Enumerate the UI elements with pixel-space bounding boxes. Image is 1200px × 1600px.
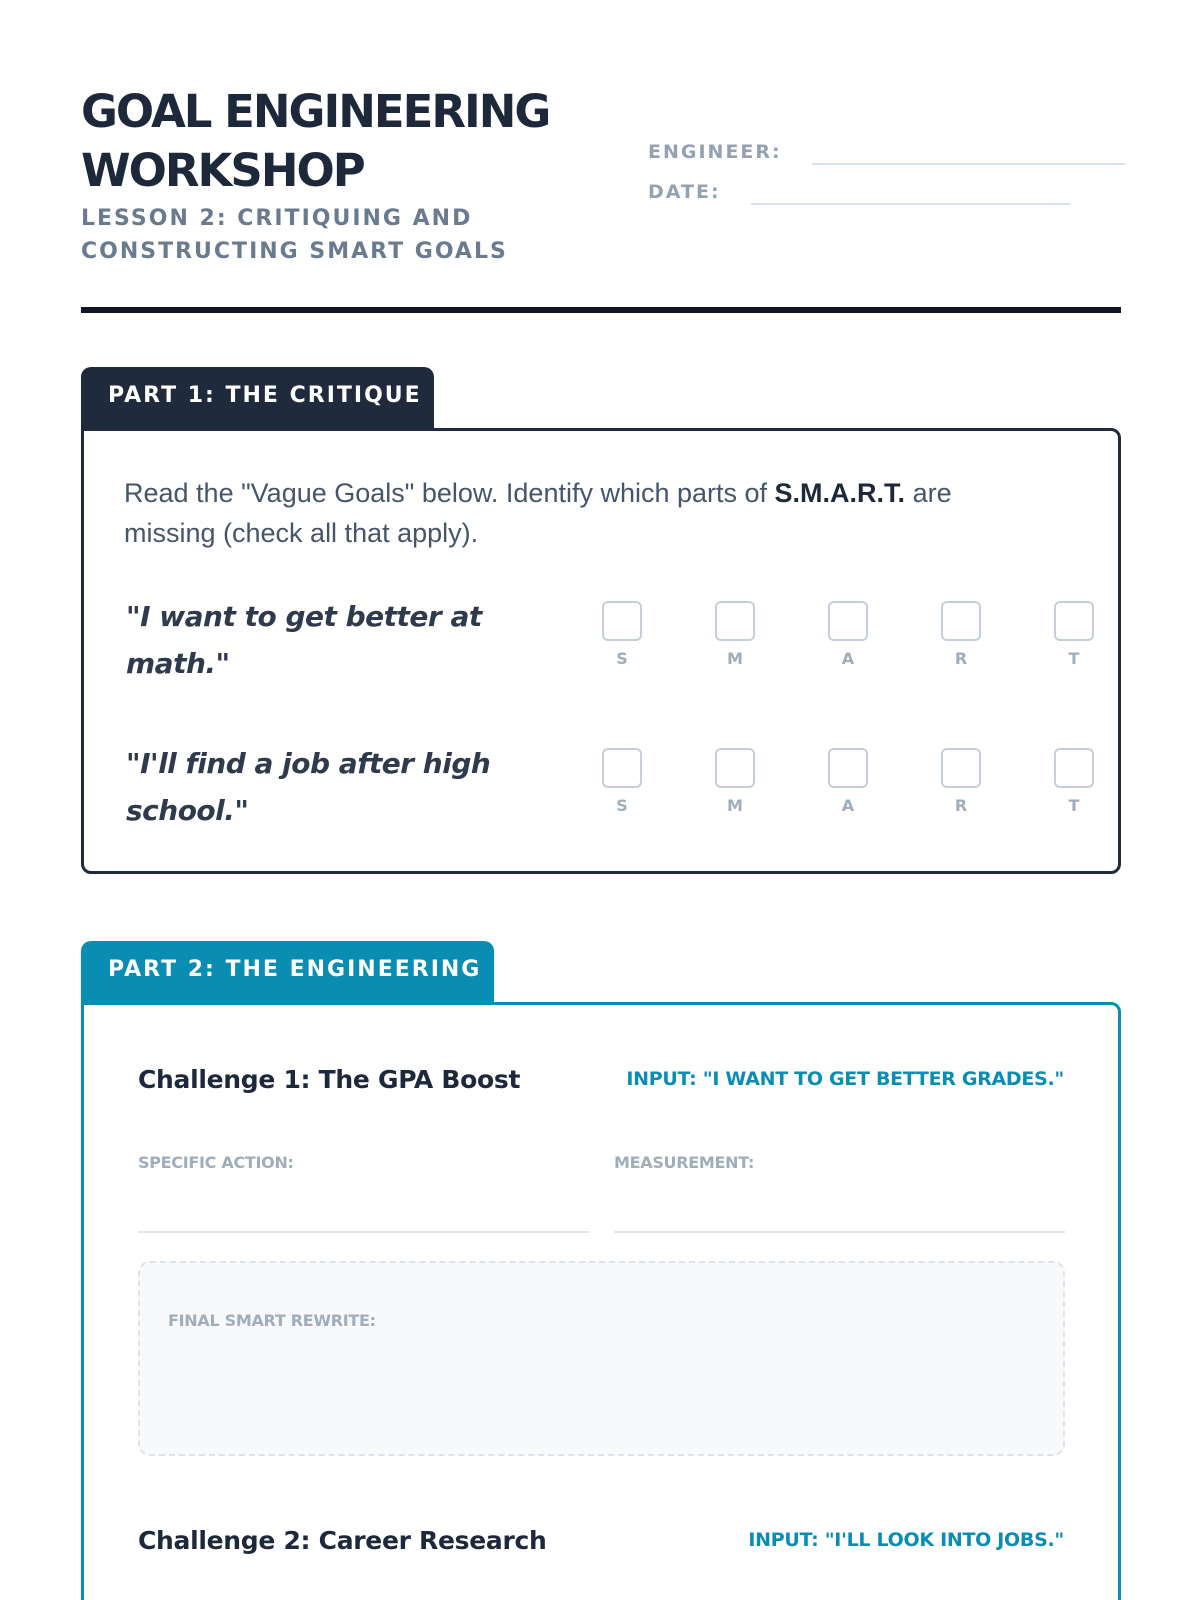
challenge-1-title: Challenge 1: The GPA Boost	[138, 1065, 521, 1094]
checkbox-s	[602, 601, 642, 668]
final-rewrite-box[interactable]	[138, 1261, 1065, 1456]
checkbox-r	[941, 748, 981, 815]
checkbox-m	[715, 748, 755, 815]
specific-action-line	[138, 1231, 589, 1233]
measurement-line	[614, 1231, 1065, 1233]
checkbox[interactable]	[828, 601, 868, 641]
checkbox[interactable]	[828, 748, 868, 788]
checkbox-t	[1054, 748, 1094, 815]
goal-row	[124, 593, 1084, 703]
date-label: DATE:	[648, 181, 721, 203]
smart-acronym: S.M.A.R.T.	[774, 478, 906, 508]
checkbox-a	[828, 748, 868, 815]
engineer-field[interactable]	[812, 163, 1125, 165]
checkbox[interactable]	[602, 748, 642, 788]
checkbox-label: T	[1068, 796, 1080, 815]
instructions-text-end: are missing (check all that apply).	[124, 478, 952, 548]
goal-row	[124, 740, 1084, 850]
checkbox-label: A	[841, 796, 855, 815]
part2-section	[81, 1002, 1121, 1600]
checkbox[interactable]	[602, 601, 642, 641]
page-title: GOAL ENGINEERING WORKSHOP	[81, 85, 550, 197]
checkbox[interactable]	[941, 748, 981, 788]
checkbox[interactable]	[715, 748, 755, 788]
challenge-2-input: INPUT: "I'LL LOOK INTO JOBS."	[748, 1529, 1064, 1551]
checkbox-label: M	[727, 649, 743, 668]
checkbox[interactable]	[941, 601, 981, 641]
vague-goal-text: "I want to get better at math."	[126, 600, 482, 680]
checkbox[interactable]	[1054, 601, 1094, 641]
part1-instructions	[124, 473, 1044, 553]
checkbox-label: R	[954, 796, 968, 815]
challenge-2-title: Challenge 2: Career Research	[138, 1526, 547, 1555]
measurement-field[interactable]	[614, 1153, 1065, 1233]
challenge-1-input: INPUT: "I WANT TO GET BETTER GRADES."	[626, 1068, 1064, 1090]
part1-section	[81, 428, 1121, 874]
checkbox-t	[1054, 601, 1094, 668]
checkbox-label: R	[954, 649, 968, 668]
specific-action-field[interactable]	[138, 1153, 589, 1233]
vague-goal-text: "I'll find a job after high school."	[126, 747, 491, 827]
checkbox-label: S	[616, 796, 628, 815]
checkbox-m	[715, 601, 755, 668]
final-rewrite-label: FINAL SMART REWRITE:	[168, 1311, 376, 1330]
date-row	[648, 181, 1070, 203]
engineer-label: ENGINEER:	[648, 141, 782, 163]
checkbox-s	[602, 748, 642, 815]
measurement-label: MEASUREMENT:	[614, 1153, 755, 1172]
date-field[interactable]	[751, 203, 1070, 205]
checkbox-label: S	[616, 649, 628, 668]
instructions-text: Read the "Vague Goals" below. Identify which parts of	[124, 478, 775, 508]
part2-tab: PART 2: THE ENGINEERING	[81, 941, 494, 1003]
checkbox[interactable]	[715, 601, 755, 641]
checkbox[interactable]	[1054, 748, 1094, 788]
checkbox-label: A	[841, 649, 855, 668]
checkbox-label: T	[1068, 649, 1080, 668]
checkbox-r	[941, 601, 981, 668]
checkbox-label: M	[727, 796, 743, 815]
checkbox-a	[828, 601, 868, 668]
header-divider	[81, 307, 1121, 313]
lesson-subtitle: LESSON 2: CRITIQUING AND CONSTRUCTING SMART GOALS	[81, 206, 508, 264]
engineer-row	[648, 141, 1125, 163]
part1-tab: PART 1: THE CRITIQUE	[81, 367, 434, 429]
specific-action-label: SPECIFIC ACTION:	[138, 1153, 294, 1172]
